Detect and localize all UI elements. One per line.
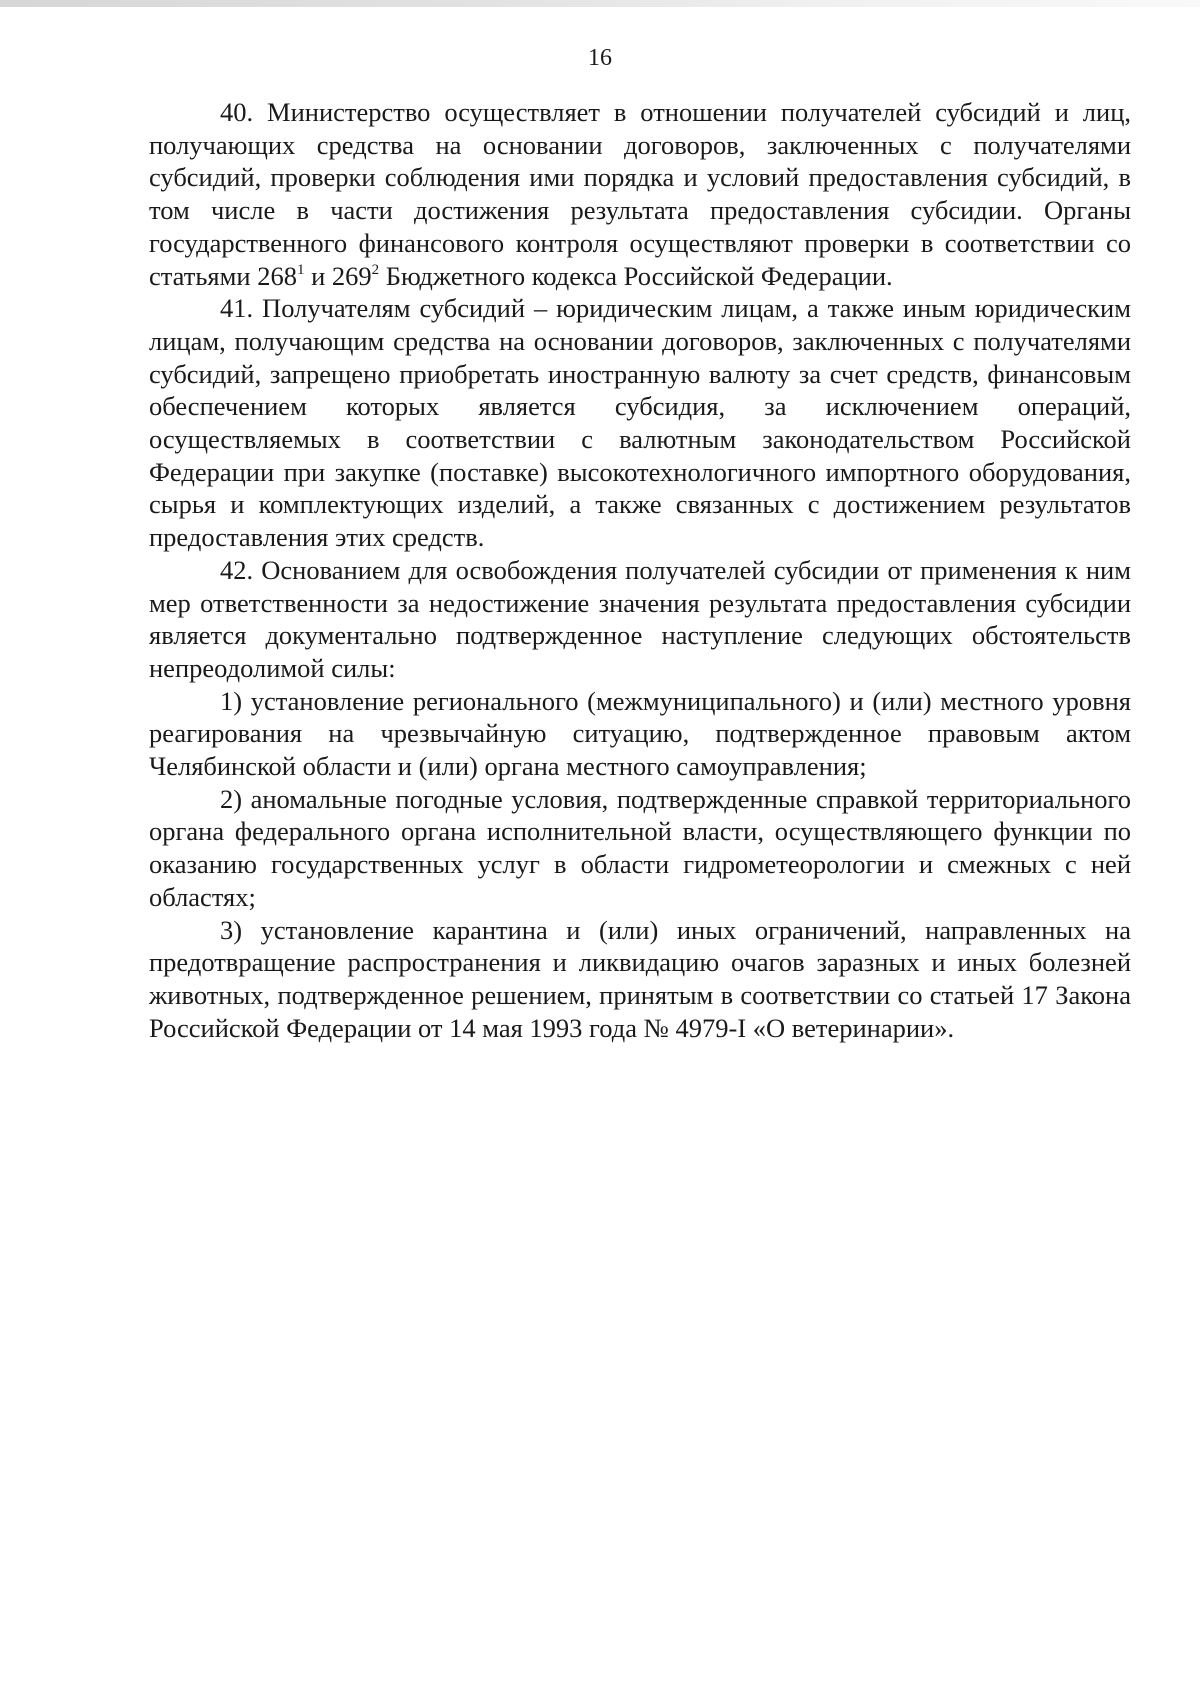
paragraph-40 xyxy=(149,96,1131,292)
page-number: 16 xyxy=(588,45,612,71)
article-269: 269 xyxy=(331,260,372,291)
document-body xyxy=(149,96,1131,1044)
paragraph-42-item-1: 1) установление регионального (межмуниципального) и (или) местного уровня реагирования на чрезвычайную ситуацию, подтвержденное правовым актом Челябинской области и (или) органа местного самоуправления; xyxy=(149,685,1131,782)
article-269-superscript: 2 xyxy=(371,261,380,278)
paragraph-42: 42. Основанием для освобождения получателей субсидии от применения к ним мер ответственности за недостижение значения результата предоставления субсидии является документально подтвержденное наступление следующих обстоятельств непреодолимой силы: xyxy=(149,554,1131,683)
paragraph-41: 41. Получателям субсидий – юридическим лицам, а также иным юридическим лицам, получающим средства на основании договоров, заключенных с получателями субсидий, запрещено приобретать иностранную валюту за счет средств, финансовым обеспечением которых является субсидия, за исключением операций, осуществляемых в соответствии с валютным законодательством Российской Федерации при закупке (поставке) высокотехнологичного импортного оборудования, сырья и комплектующих изделий, а также связанных с достижением результатов предоставления этих средств. xyxy=(149,293,1131,553)
scan-edge-artifact xyxy=(0,0,1200,7)
paragraph-40-tail: Бюджетного кодекса Российской Федерации. xyxy=(379,260,893,291)
article-268-superscript: 1 xyxy=(296,261,305,278)
article-268: 268 xyxy=(257,260,297,291)
paragraph-42-item-3: 3) установление карантина и (или) иных ограничений, направленных на предотвращение распространения и ликвидацию очагов заразных и иных болезней животных, подтвержденное решением, принятым в соответствии со статьей 17 Закона Российской Федерации от 14 мая 1993 года № 4979-I «О ветеринарии». xyxy=(149,914,1131,1043)
paragraph-40-text: 40. Министерство осуществляет в отношении получателей субсидий и лиц, получающих средства на основании договоров, заключенных с получателями субсидий, проверки соблюдения ими порядка и условий предоставления субсидий, в том числе в части достижения результата предоставления субсидии. Органы государственного финансового контроля осуществляют проверки в соответствии со статьями xyxy=(149,97,1131,291)
paragraph-42-item-2: 2) аномальные погодные условия, подтвержденные справкой территориального органа федерального органа исполнительной власти, осуществляющего функции по оказанию государственных услуг в области гидрометеорологии и смежных с ней областях; xyxy=(149,783,1131,912)
paragraph-40-conjunction: и xyxy=(304,260,332,291)
